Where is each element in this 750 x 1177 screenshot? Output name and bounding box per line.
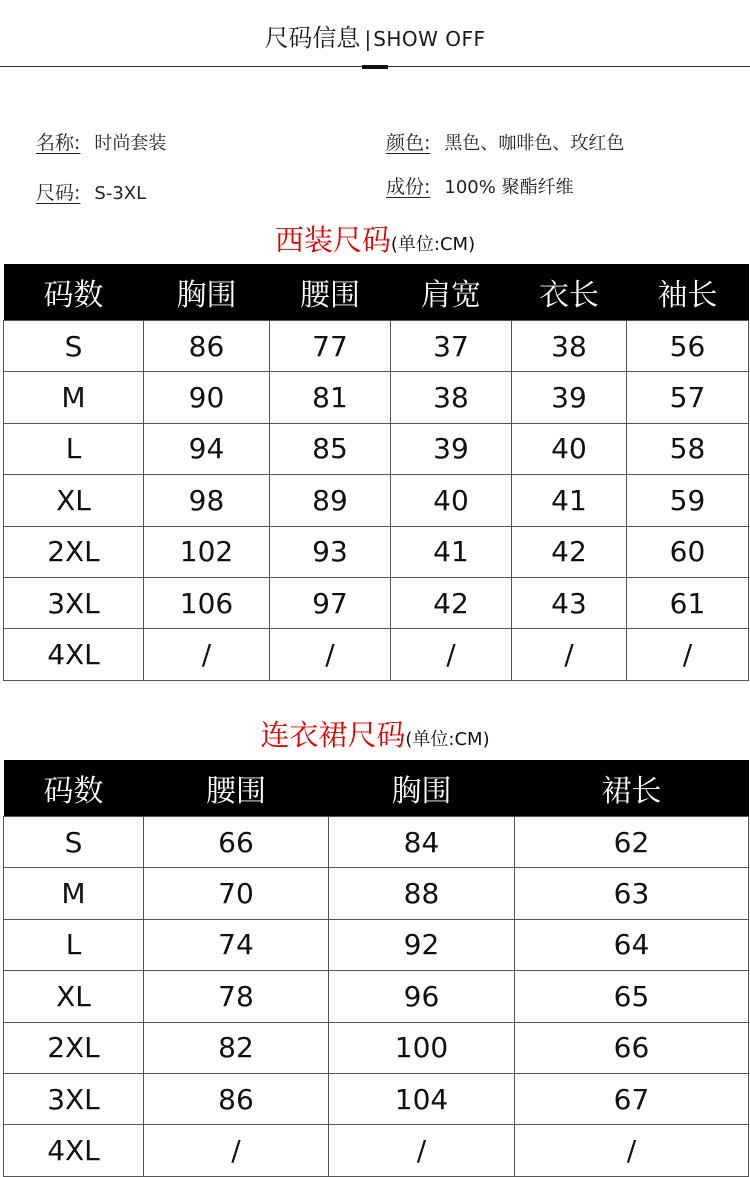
dress-value-cell: 100 [329, 1022, 515, 1073]
dress-title: 连衣裙尺码 [260, 718, 406, 752]
dress-size-cell: XL [4, 971, 144, 1022]
suit-value-cell: 43 [512, 577, 627, 628]
suit-header-cell: 肩宽 [391, 264, 512, 321]
dress-value-cell: 63 [515, 868, 749, 919]
suit-size-cell: 2XL [4, 526, 144, 577]
size-label: 尺码: [36, 182, 81, 204]
dress-value-cell: 67 [515, 1073, 749, 1124]
dress-value-cell: 96 [329, 971, 515, 1022]
info-size [36, 178, 146, 205]
suit-value-cell: 40 [391, 475, 512, 526]
dress-size-cell: L [4, 919, 144, 970]
dress-value-cell: 66 [515, 1022, 749, 1073]
suit-size-cell: 3XL [4, 577, 144, 628]
suit-value-cell: / [512, 629, 627, 680]
header-title-cn: 尺码信息 [264, 24, 361, 52]
color-label: 颜色: [386, 132, 431, 154]
dress-value-cell: 104 [329, 1073, 515, 1124]
info-name [36, 128, 166, 155]
suit-value-cell: 56 [627, 321, 749, 372]
material-value: 100% 聚酯纤维 [444, 177, 574, 198]
suit-value-cell: 102 [144, 526, 270, 577]
suit-section-title [0, 218, 750, 259]
suit-table-row [4, 526, 749, 577]
suit-value-cell: 41 [512, 475, 627, 526]
dress-unit: (单位:CM) [405, 729, 490, 750]
suit-value-cell: 42 [512, 526, 627, 577]
dress-value-cell: / [144, 1125, 329, 1176]
suit-unit: (单位:CM) [390, 234, 476, 255]
suit-size-cell: 4XL [4, 629, 144, 680]
suit-value-cell: 90 [144, 372, 270, 423]
suit-value-cell: 37 [391, 321, 512, 372]
suit-value-cell: / [144, 629, 270, 680]
suit-header-cell: 衣长 [512, 264, 627, 321]
suit-value-cell: 58 [627, 423, 749, 474]
dress-value-cell: 65 [515, 971, 749, 1022]
size-value: S-3XL [94, 183, 147, 204]
dress-table-row [4, 868, 749, 919]
dress-value-cell: 92 [329, 919, 515, 970]
dress-size-cell: 4XL [4, 1125, 144, 1176]
suit-size-cell: M [4, 372, 144, 423]
suit-header-cell: 腰围 [270, 264, 391, 321]
dress-size-cell: 2XL [4, 1022, 144, 1073]
info-material [386, 172, 574, 199]
suit-value-cell: 39 [391, 423, 512, 474]
dress-value-cell: / [329, 1125, 515, 1176]
dress-value-cell: 82 [144, 1022, 329, 1073]
suit-value-cell: 98 [144, 475, 270, 526]
suit-value-cell: 86 [144, 321, 270, 372]
dress-size-cell: S [4, 817, 144, 868]
dress-value-cell: 86 [144, 1073, 329, 1124]
suit-size-table [3, 264, 749, 681]
dress-header-cell: 腰围 [144, 760, 329, 817]
suit-value-cell: 38 [391, 372, 512, 423]
dress-value-cell: 84 [329, 817, 515, 868]
suit-value-cell: 40 [512, 423, 627, 474]
suit-table-row [4, 475, 749, 526]
dress-value-cell: 74 [144, 919, 329, 970]
dress-value-cell: 88 [329, 868, 515, 919]
dress-header-cell: 胸围 [329, 760, 515, 817]
suit-header-cell: 胸围 [144, 264, 270, 321]
suit-value-cell: 89 [270, 475, 391, 526]
suit-value-cell: 77 [270, 321, 391, 372]
dress-value-cell: 62 [515, 817, 749, 868]
dress-table-row [4, 1073, 749, 1124]
header-separator: | [364, 27, 372, 51]
header-accent-bar [362, 65, 388, 69]
dress-size-cell: 3XL [4, 1073, 144, 1124]
dress-table-row [4, 1125, 749, 1176]
suit-size-cell: L [4, 423, 144, 474]
suit-title: 西装尺码 [274, 223, 391, 257]
header-title [0, 18, 750, 53]
suit-value-cell: 42 [391, 577, 512, 628]
dress-section-title [0, 713, 750, 754]
dress-value-cell: 66 [144, 817, 329, 868]
dress-table-row [4, 1022, 749, 1073]
suit-header-cell: 袖长 [627, 264, 749, 321]
suit-header-cell: 码数 [4, 264, 144, 321]
name-label: 名称: [36, 132, 81, 154]
suit-size-cell: XL [4, 475, 144, 526]
suit-value-cell: / [270, 629, 391, 680]
suit-value-cell: 97 [270, 577, 391, 628]
suit-value-cell: 59 [627, 475, 749, 526]
page-header [0, 0, 750, 68]
suit-size-cell: S [4, 321, 144, 372]
material-label: 成份: [386, 176, 431, 198]
name-value: 时尚套装 [94, 133, 167, 154]
header-title-en: SHOW OFF [373, 27, 486, 51]
suit-table-row [4, 629, 749, 680]
dress-header-cell: 裙长 [515, 760, 749, 817]
dress-size-cell: M [4, 868, 144, 919]
suit-value-cell: / [627, 629, 749, 680]
suit-table-body [4, 321, 749, 681]
dress-value-cell: 64 [515, 919, 749, 970]
suit-value-cell: 38 [512, 321, 627, 372]
suit-value-cell: / [391, 629, 512, 680]
dress-size-table [3, 760, 749, 1177]
dress-table-row [4, 817, 749, 868]
suit-table-row [4, 372, 749, 423]
dress-value-cell: 70 [144, 868, 329, 919]
color-value: 黑色、咖啡色、玫红色 [444, 133, 625, 154]
suit-table-row [4, 423, 749, 474]
suit-value-cell: 39 [512, 372, 627, 423]
suit-value-cell: 106 [144, 577, 270, 628]
dress-value-cell: / [515, 1125, 749, 1176]
dress-table-row [4, 919, 749, 970]
suit-value-cell: 41 [391, 526, 512, 577]
info-color [386, 128, 624, 155]
dress-value-cell: 78 [144, 971, 329, 1022]
suit-value-cell: 93 [270, 526, 391, 577]
suit-header-row [4, 264, 749, 321]
dress-header-row [4, 760, 749, 817]
suit-value-cell: 94 [144, 423, 270, 474]
suit-value-cell: 57 [627, 372, 749, 423]
suit-value-cell: 81 [270, 372, 391, 423]
dress-header-cell: 码数 [4, 760, 144, 817]
suit-value-cell: 85 [270, 423, 391, 474]
dress-table-row [4, 971, 749, 1022]
suit-table-row [4, 577, 749, 628]
suit-value-cell: 60 [627, 526, 749, 577]
suit-value-cell: 61 [627, 577, 749, 628]
dress-table-body [4, 817, 749, 1177]
suit-table-row [4, 321, 749, 372]
